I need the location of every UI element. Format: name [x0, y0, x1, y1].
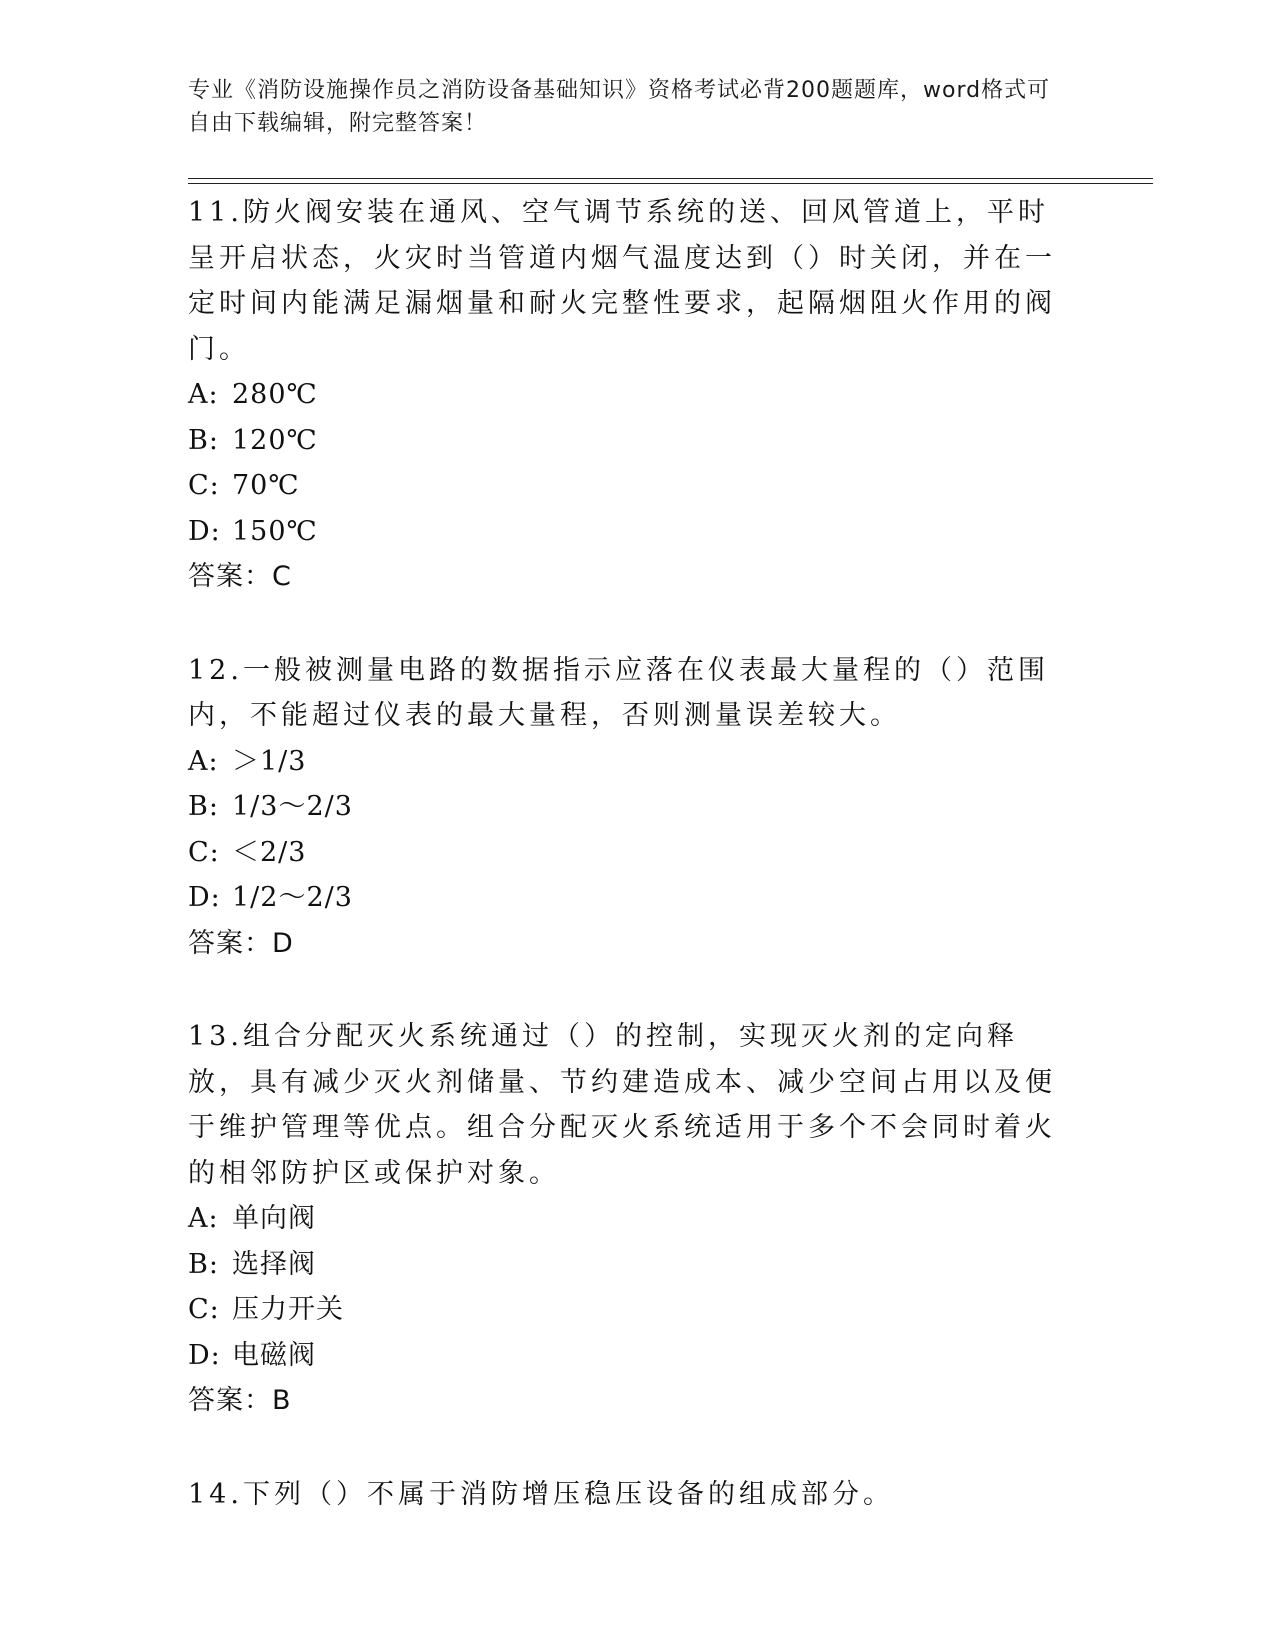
option-text: 70℃ — [232, 470, 300, 501]
option-c — [188, 1287, 1068, 1333]
answer-line: 答案：D — [188, 927, 294, 959]
question-list — [188, 190, 1068, 1565]
question-stem: 14.下列（）不属于消防增压稳压设备的组成部分。 — [188, 1478, 894, 1510]
option-a — [188, 739, 1068, 785]
document-header: 专业《消防设施操作员之消防设备基础知识》资格考试必背200题题库，word格式可自由下载编辑，附完整答案！ — [188, 78, 1051, 136]
option-letter: C: — [188, 470, 220, 501]
option-text: 280℃ — [232, 379, 318, 410]
option-a — [188, 1196, 1068, 1242]
option-letter: A: — [188, 379, 219, 410]
option-c — [188, 830, 1068, 876]
option-letter: B: — [188, 424, 219, 456]
option-letter: B: — [188, 1248, 219, 1280]
option-a — [188, 372, 1068, 418]
option-text: 压力开关 — [232, 1294, 344, 1325]
option-letter: D: — [188, 882, 221, 913]
option-letter: C: — [188, 1294, 220, 1325]
answer-line: 答案：B — [188, 1385, 292, 1416]
question-14 — [188, 1472, 1068, 1518]
option-c — [188, 463, 1068, 509]
question-stem: 12.一般被测量电路的数据指示应落在仪表最大量程的（）范围内，不能超过仪表的最大量程，否则测量误差较大。 — [188, 654, 1049, 731]
option-text: ＞1/3 — [232, 745, 307, 777]
header-divider-bottom — [188, 183, 1153, 184]
question-12 — [188, 648, 1068, 967]
option-d — [188, 1333, 1068, 1379]
question-11 — [188, 190, 1068, 600]
option-text: ＜2/3 — [232, 836, 307, 868]
question-13 — [188, 1014, 1068, 1424]
option-text: 电磁阀 — [232, 1339, 316, 1371]
option-letter: A: — [188, 1203, 219, 1234]
option-b — [188, 418, 1068, 464]
option-text: 120℃ — [232, 424, 318, 456]
option-b — [188, 784, 1068, 830]
option-d — [188, 875, 1068, 921]
option-letter: A: — [188, 745, 219, 777]
option-letter: B: — [188, 791, 219, 822]
option-text: 1/3～2/3 — [232, 791, 353, 822]
question-stem: 13.组合分配灭火系统通过（）的控制，实现灭火剂的定向释放，具有减少灭火剂储量、节约建造成本、减少空间占用以及便于维护管理等优点。组合分配灭火系统适用于多个不会同时着火的相邻防护区或保护对象。 — [188, 1021, 1056, 1189]
option-text: 1/2～2/3 — [232, 882, 353, 913]
option-letter: C: — [188, 836, 220, 868]
option-letter: D: — [188, 1339, 221, 1371]
answer-line: 答案：C — [188, 561, 292, 592]
option-b — [188, 1242, 1068, 1288]
question-stem: 11.防火阀安装在通风、空气调节系统的送、回风管道上，平时呈开启状态，火灾时当管道内烟气温度达到（）时关闭，并在一定时间内能满足漏烟量和耐火完整性要求，起隔烟阻火作用的阀门。 — [188, 197, 1056, 365]
option-text: 单向阀 — [232, 1203, 316, 1234]
option-text: 150℃ — [232, 515, 318, 547]
option-d — [188, 509, 1068, 555]
option-text: 选择阀 — [232, 1248, 316, 1280]
option-letter: D: — [188, 515, 221, 547]
header-divider-top — [188, 178, 1153, 179]
